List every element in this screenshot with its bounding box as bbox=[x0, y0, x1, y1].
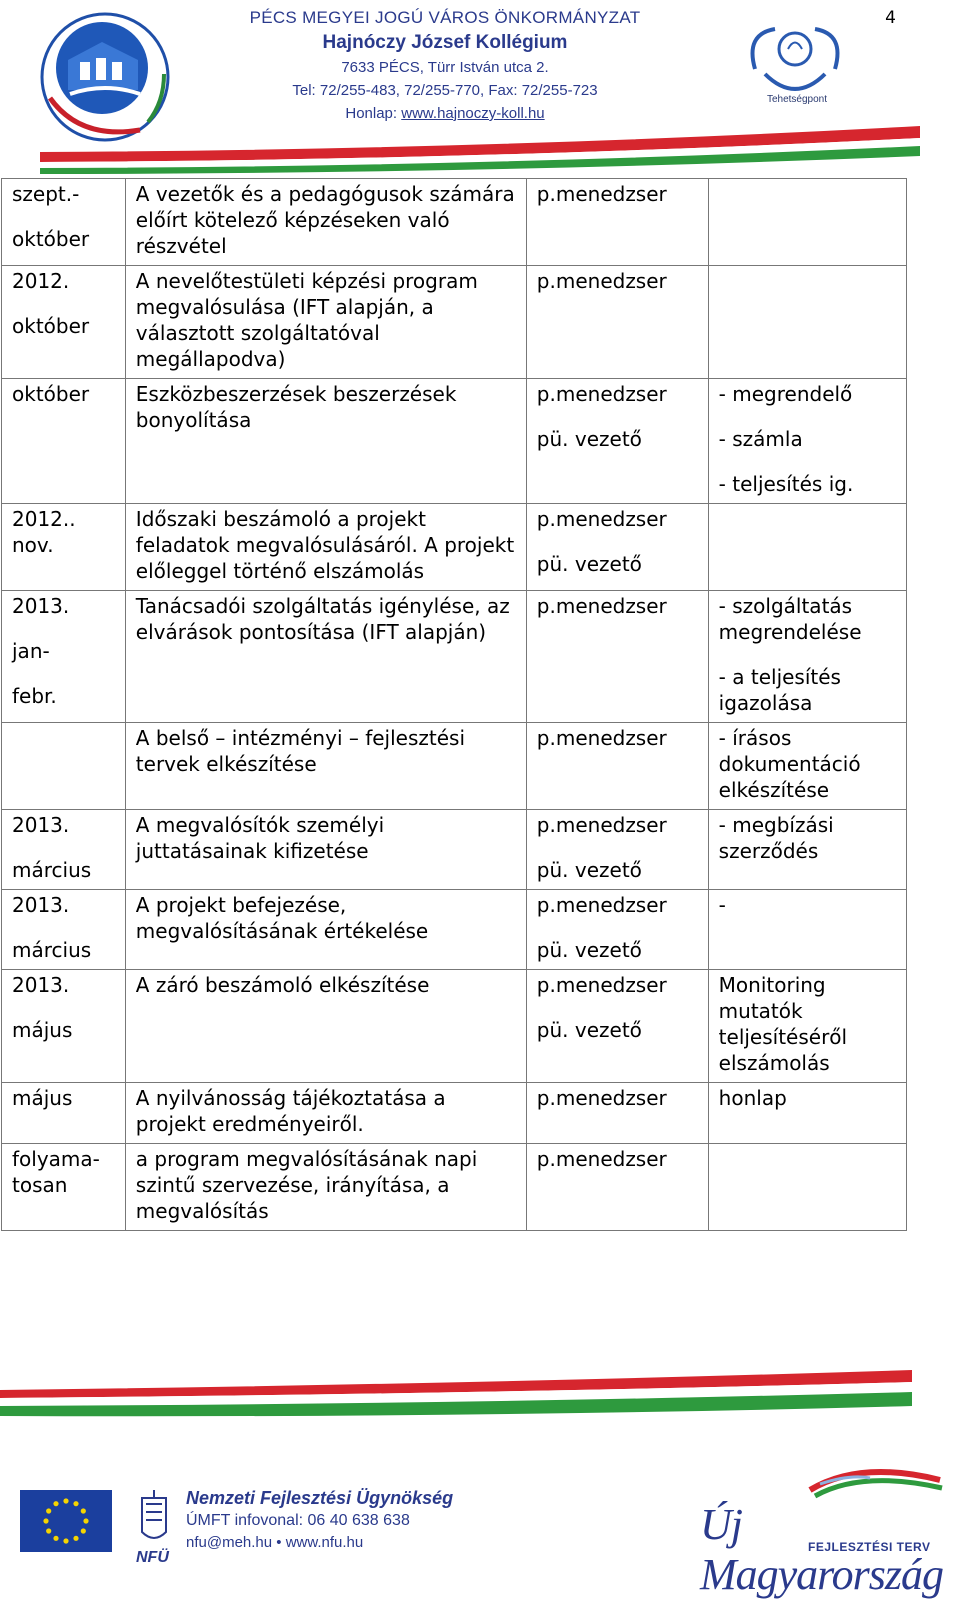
responsible-line: pü. vezető bbox=[536, 1018, 642, 1042]
task-cell bbox=[125, 1144, 526, 1231]
date-line: október bbox=[12, 227, 90, 251]
responsible-line: p.menedzser bbox=[536, 813, 667, 837]
eu-star-icon bbox=[73, 1501, 78, 1506]
responsible-line: pü. vezető bbox=[536, 858, 642, 882]
date-line: 2013. bbox=[12, 973, 70, 997]
task-cell bbox=[125, 179, 526, 266]
tricolor-ribbon-bottom-icon bbox=[0, 1370, 960, 1420]
date-line: március bbox=[12, 938, 92, 962]
documentation-cell bbox=[708, 810, 906, 890]
responsible-line: p.menedzser bbox=[536, 269, 667, 293]
date-cell bbox=[2, 890, 126, 970]
responsible-line: pü. vezető bbox=[536, 938, 642, 962]
task-text: A nyilvánosság tájékoztatása a projekt eredményeiről. bbox=[135, 1086, 446, 1136]
task-cell bbox=[125, 723, 526, 810]
municipality-line: PÉCS MEGYEI JOGÚ VÁROS ÖNKORMÁNYZAT bbox=[249, 8, 641, 27]
eu-star-icon bbox=[53, 1501, 58, 1506]
date-line: május bbox=[12, 1086, 73, 1110]
table-row bbox=[2, 179, 907, 266]
eu-star-icon bbox=[81, 1528, 86, 1533]
phone-fax-line: Tel: 72/255-483, 72/255-770, Fax: 72/255-723 bbox=[292, 82, 598, 99]
date-cell bbox=[2, 504, 126, 591]
documentation-line: Monitoring mutatók teljesítéséről elszámolás bbox=[718, 973, 848, 1075]
responsible-line: p.menedzser bbox=[536, 893, 667, 917]
schedule-body bbox=[2, 179, 907, 1231]
date-cell bbox=[2, 1083, 126, 1144]
task-cell bbox=[125, 810, 526, 890]
responsible-cell bbox=[526, 723, 708, 810]
page-number: 4 bbox=[885, 8, 896, 28]
date-line: 2013. bbox=[12, 893, 70, 917]
address-line: 7633 PÉCS, Türr István utca 2. bbox=[341, 59, 549, 76]
responsible-cell bbox=[526, 266, 708, 379]
date-cell bbox=[2, 1144, 126, 1231]
responsible-line: p.menedzser bbox=[536, 726, 667, 750]
task-cell bbox=[125, 266, 526, 379]
task-text: A megvalósítók személyi juttatásainak kifizetése bbox=[135, 813, 385, 863]
eu-star-icon bbox=[81, 1508, 86, 1513]
responsible-cell bbox=[526, 1083, 708, 1144]
table-row bbox=[2, 810, 907, 890]
documentation-line: - bbox=[718, 893, 726, 917]
documentation-line: - számla bbox=[718, 427, 803, 451]
eu-star-icon bbox=[46, 1508, 51, 1513]
responsible-line: p.menedzser bbox=[536, 182, 667, 206]
eu-star-icon bbox=[46, 1528, 51, 1533]
eu-star-icon bbox=[53, 1536, 58, 1541]
responsible-cell bbox=[526, 179, 708, 266]
task-cell bbox=[125, 504, 526, 591]
date-line: jan- bbox=[12, 639, 50, 663]
homepage-line: Honlap: www.hajnoczy-koll.hu bbox=[345, 105, 545, 122]
eu-star-icon bbox=[83, 1518, 88, 1523]
date-line: március bbox=[12, 858, 92, 882]
table-row bbox=[2, 890, 907, 970]
responsible-line: p.menedzser bbox=[536, 382, 667, 406]
table-row bbox=[2, 591, 907, 723]
institution-name: Hajnóczy József Kollégium bbox=[322, 32, 568, 53]
table-row bbox=[2, 1144, 907, 1231]
table-row bbox=[2, 723, 907, 810]
tehetsegpont-label: Tehetségpont bbox=[766, 94, 828, 105]
documentation-line: - írásos dokumentáció elkészítése bbox=[718, 726, 861, 802]
documentation-cell bbox=[708, 723, 906, 810]
fejlesztesi-terv-label: FEJLESZTÉSI TERV bbox=[808, 1540, 931, 1554]
task-text: A belső – intézményi – fejlesztési tervek elkészítése bbox=[135, 726, 466, 776]
date-cell bbox=[2, 810, 126, 890]
nfu-crest-icon bbox=[134, 1488, 174, 1568]
task-text: A vezetők és a pedagógusok számára előírt kötelező képzéseken való részvétel bbox=[135, 182, 515, 258]
nfu-infoline: ÚMFT infovonal: 06 40 638 638 bbox=[186, 1512, 410, 1529]
responsible-line: p.menedzser bbox=[536, 594, 667, 618]
date-line: október bbox=[12, 314, 90, 338]
documentation-cell bbox=[708, 1083, 906, 1144]
responsible-line: p.menedzser bbox=[536, 507, 667, 531]
responsible-cell bbox=[526, 810, 708, 890]
task-text: A nevelőtestületi képzési program megvalósulása (IFT alapján, a választott szolgáltatóval megállapodva) bbox=[135, 269, 478, 371]
date-cell bbox=[2, 379, 126, 504]
date-line: febr. bbox=[12, 684, 57, 708]
eu-star-icon bbox=[73, 1536, 78, 1541]
eu-star-icon bbox=[63, 1538, 68, 1543]
date-cell bbox=[2, 591, 126, 723]
nfu-title: Nemzeti Fejlesztési Ügynökség bbox=[186, 1488, 454, 1508]
date-cell bbox=[2, 970, 126, 1083]
documentation-cell bbox=[708, 890, 906, 970]
responsible-line: p.menedzser bbox=[536, 973, 667, 997]
date-line: szept.- bbox=[12, 182, 80, 206]
date-line: folyama-tosan bbox=[12, 1147, 100, 1197]
date-line: május bbox=[12, 1018, 73, 1042]
table-row bbox=[2, 970, 907, 1083]
date-line: október bbox=[12, 382, 90, 406]
table-row bbox=[2, 504, 907, 591]
task-text: Időszaki beszámoló a projekt feladatok megvalósulásáról. A projekt előleggel történő elszámolás bbox=[135, 507, 515, 583]
documentation-cell bbox=[708, 591, 906, 723]
documentation-line: - szolgáltatás megrendelése bbox=[718, 594, 862, 644]
letterhead bbox=[0, 0, 960, 175]
task-text: A projekt befejezése, megvalósításának értékelése bbox=[135, 893, 429, 943]
date-cell bbox=[2, 179, 126, 266]
task-text: Tanácsadói szolgáltatás igénylése, az elvárások pontosítása (IFT alapján) bbox=[135, 594, 510, 644]
table-row bbox=[2, 379, 907, 504]
date-cell bbox=[2, 266, 126, 379]
documentation-cell bbox=[708, 1144, 906, 1231]
tricolor-ribbon-top-icon bbox=[40, 112, 920, 174]
responsible-cell bbox=[526, 379, 708, 504]
responsible-cell bbox=[526, 1144, 708, 1231]
task-cell bbox=[125, 591, 526, 723]
task-text: A záró beszámoló elkészítése bbox=[135, 973, 430, 997]
documentation-cell bbox=[708, 970, 906, 1083]
eu-flag-icon bbox=[20, 1490, 112, 1552]
table-row bbox=[2, 1083, 907, 1144]
documentation-line: - megbízási szerződés bbox=[718, 813, 834, 863]
documentation-cell bbox=[708, 179, 906, 266]
task-text: a program megvalósításának napi szintű szervezése, irányítása, a megvalósítás bbox=[135, 1147, 478, 1223]
documentation-cell bbox=[708, 504, 906, 591]
responsible-line: pü. vezető bbox=[536, 427, 642, 451]
documentation-line: - a teljesítés igazolása bbox=[718, 665, 841, 715]
nfu-contact: nfu@meh.hu • www.nfu.hu bbox=[186, 1534, 364, 1551]
eu-star-icon bbox=[63, 1498, 68, 1503]
responsible-line: p.menedzser bbox=[536, 1086, 667, 1110]
eu-star-icon bbox=[43, 1518, 48, 1523]
responsible-line: pü. vezető bbox=[536, 552, 642, 576]
svg-text:NFÜ: NFÜ bbox=[136, 1549, 169, 1566]
documentation-cell bbox=[708, 266, 906, 379]
date-line: 2012. bbox=[12, 269, 70, 293]
responsible-cell bbox=[526, 890, 708, 970]
date-line: 2013. bbox=[12, 594, 70, 618]
documentation-line: - teljesítés ig. bbox=[718, 472, 854, 496]
responsible-line: p.menedzser bbox=[536, 1147, 667, 1171]
table-row bbox=[2, 266, 907, 379]
homepage-link[interactable]: www.hajnoczy-koll.hu bbox=[401, 105, 545, 122]
uj-magyarorszag-title: Új Magyarország bbox=[700, 1500, 944, 1599]
responsible-cell bbox=[526, 591, 708, 723]
task-text: Eszközbeszerzések beszerzések bonyolítása bbox=[135, 382, 457, 432]
responsible-cell bbox=[526, 970, 708, 1083]
institution-header bbox=[210, 6, 680, 125]
date-line: 2013. bbox=[12, 813, 70, 837]
task-cell bbox=[125, 1083, 526, 1144]
responsible-cell bbox=[526, 504, 708, 591]
task-cell bbox=[125, 890, 526, 970]
documentation-line: - megrendelő bbox=[718, 382, 853, 406]
date-cell bbox=[2, 723, 126, 810]
documentation-cell bbox=[708, 379, 906, 504]
nfu-contact-block bbox=[186, 1486, 516, 1554]
date-line: 2012.. nov. bbox=[12, 507, 76, 557]
task-cell bbox=[125, 379, 526, 504]
documentation-line: honlap bbox=[718, 1086, 787, 1110]
project-schedule-table bbox=[1, 178, 907, 1231]
task-cell bbox=[125, 970, 526, 1083]
